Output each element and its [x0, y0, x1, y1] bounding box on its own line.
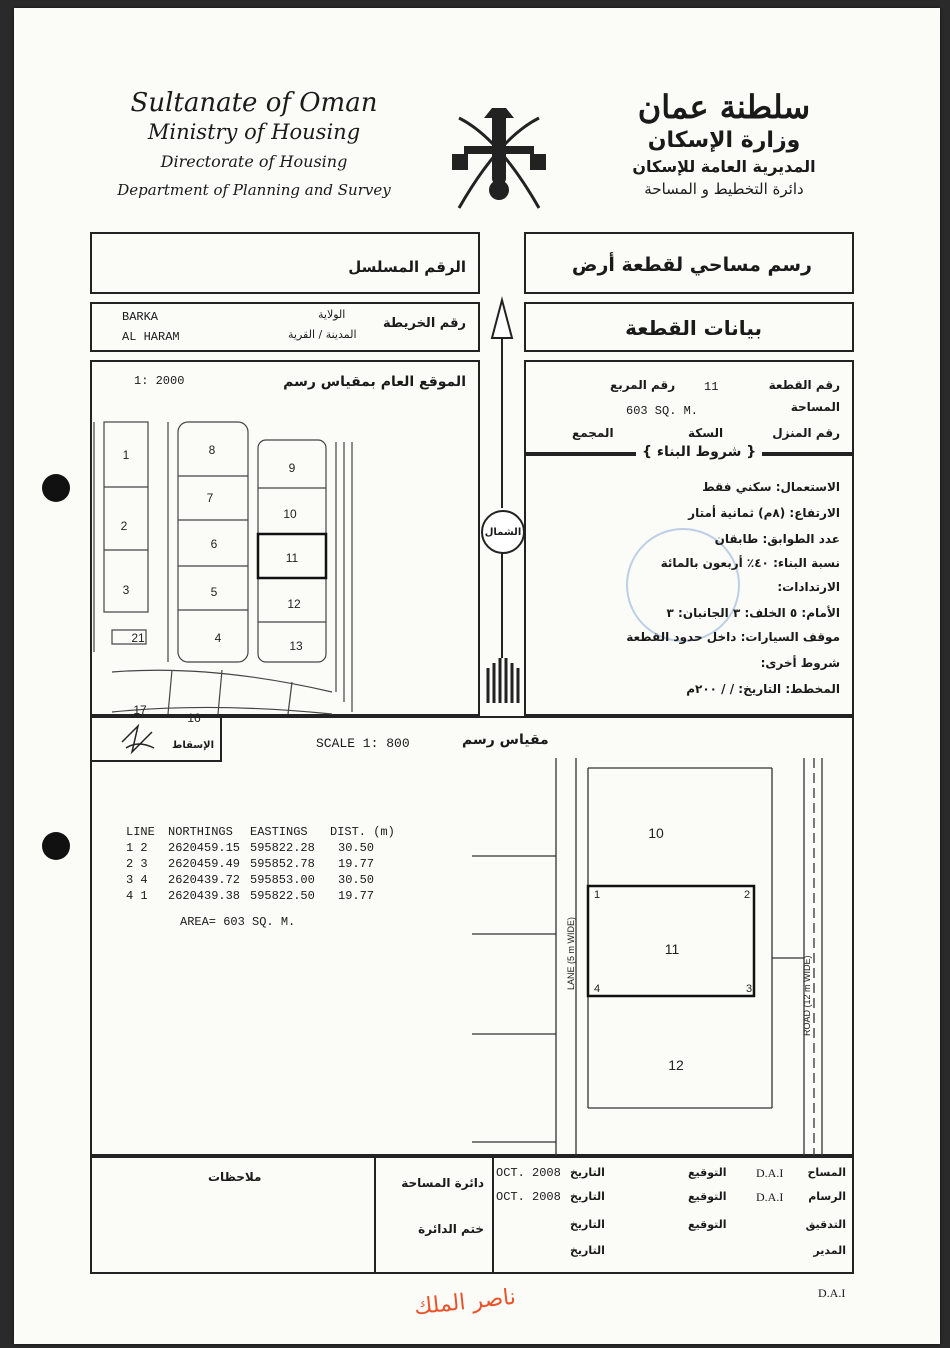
department-stamp: ختم الدائرة: [418, 1222, 484, 1236]
map-plot-number: 12: [287, 597, 301, 611]
coord-cell: 1 2: [126, 841, 148, 855]
village-label: المدينة / القرية: [288, 328, 357, 341]
condition-line: موقف السيارات: داخل حدود القطعة: [626, 630, 840, 644]
lane-label: LANE (5 m WIDE): [566, 916, 576, 990]
village-value: AL HARAM: [122, 330, 180, 344]
coord-col-header: EASTINGS: [250, 825, 308, 839]
header-line: Directorate of Housing: [160, 152, 348, 171]
location-box: [90, 302, 480, 352]
north-arrow-icon: [480, 298, 524, 708]
map-plot-number: 4: [214, 631, 222, 645]
plot-number-label: رقم القطعة: [768, 378, 840, 392]
coord-cell: 595822.50: [250, 889, 315, 903]
coord-cell: 3 4: [126, 873, 148, 887]
detail-plot-number: 12: [668, 1057, 684, 1073]
projection-label: الإسقاط: [171, 740, 214, 751]
header-line: المديرية العامة للإسكان: [632, 157, 816, 176]
wilaya-value: BARKA: [122, 310, 159, 324]
map-plot-number: 11: [285, 551, 299, 565]
house-number-label: رقم المنزل: [772, 426, 840, 440]
document-title-box: [524, 232, 854, 294]
area-label: المساحة: [790, 400, 840, 414]
map-plot-number: 16: [187, 711, 201, 725]
signature-name: D.A.I: [756, 1166, 784, 1180]
coord-cell: 19.77: [338, 889, 375, 903]
signature-date: OCT. 2008: [496, 1166, 561, 1180]
map-plot-number: 13: [289, 639, 303, 653]
plot-data-title: بيانات القطعة: [625, 316, 762, 340]
national-emblem-icon: [444, 98, 554, 218]
coord-cell: 2620439.72: [168, 873, 241, 887]
map-number-label: رقم الخريطة: [383, 316, 466, 331]
north-badge: [481, 510, 525, 554]
corner-code: D.A.I: [818, 1286, 846, 1300]
corner-number: 2: [744, 889, 751, 901]
general-map-drawing: [92, 402, 478, 725]
coord-cell: 19.77: [338, 857, 375, 871]
punch-hole: [42, 474, 70, 502]
condition-line: الارتدادات:: [777, 580, 840, 594]
table-row: [126, 872, 395, 888]
signature-sign-label: التوقيع: [688, 1190, 727, 1203]
signature-row: [494, 1164, 850, 1184]
map-plot-number: 6: [210, 537, 218, 551]
coordinate-header: [126, 824, 395, 840]
building-conditions-title: { شروط البناء }: [636, 444, 762, 460]
projection-scribble-icon: [118, 722, 158, 756]
scale-value: SCALE 1: 800: [316, 736, 410, 751]
general-location-map: [90, 360, 480, 725]
coord-cell: 2620459.49: [168, 857, 241, 871]
area-value: 603 SQ. M.: [626, 404, 699, 418]
plot-detail-drawing: [472, 758, 856, 1158]
coord-cell: 2620459.15: [168, 841, 241, 855]
condition-line: الاستعمال: سكني فقط: [702, 480, 840, 494]
signature-role: الرسام: [808, 1190, 846, 1203]
coord-cell: 30.50: [338, 841, 375, 855]
table-row: [126, 888, 395, 904]
plot-data-box: [524, 360, 854, 454]
coordinate-table: [126, 824, 395, 930]
document-title: رسم مساحي لقطعة أرض: [571, 254, 812, 276]
signature-sign-label: التوقيع: [688, 1166, 727, 1179]
condition-line: الأمام: ٥ الخلف: ٣ الجانبان: ٣: [666, 606, 840, 620]
condition-line: نسبة البناء: ٤٠٪ أربعون بالمائة: [660, 556, 840, 570]
coord-cell: 595852.78: [250, 857, 315, 871]
map-plot-number: 7: [206, 491, 214, 505]
signature-row: [494, 1242, 850, 1262]
road-label: ROAD (12 m WIDE): [802, 955, 812, 1036]
coord-cell: 2 3: [126, 857, 148, 871]
coord-cell: 2620439.38: [168, 889, 241, 903]
signature-role: المساح: [807, 1166, 846, 1179]
header-line: Ministry of Housing: [147, 120, 361, 144]
signature-rows: [494, 1158, 850, 1272]
detail-plot-number: 10: [648, 825, 664, 841]
projection-box: [92, 718, 222, 762]
survey-department: دائرة المساحة: [401, 1176, 484, 1190]
map-plot-number: 8: [208, 443, 216, 457]
header-english: [104, 88, 404, 199]
general-map-label: الموقع العام بمقياس رسم: [283, 374, 466, 390]
table-row: [126, 840, 395, 856]
coord-cell: 30.50: [338, 873, 375, 887]
signature-sign-label: التوقيع: [688, 1218, 727, 1231]
document-page: [14, 8, 940, 1344]
complex-label: المجمع: [572, 426, 614, 440]
general-map-scale: 1: 2000: [134, 374, 185, 388]
coord-col-header: DIST. (m): [330, 825, 395, 839]
signature-date-label: التاريخ: [570, 1190, 605, 1203]
signature-role: المدير: [813, 1244, 846, 1257]
condition-line: المخطط: التاريخ: / / ٢٠٠م: [686, 682, 840, 696]
corner-number: 1: [594, 889, 601, 901]
footer-box: [90, 1156, 854, 1274]
remarks-label: ملاحظات: [208, 1170, 262, 1184]
signature-date: OCT. 2008: [496, 1190, 561, 1204]
map-plot-number: 17: [133, 703, 147, 717]
coord-cell: 595822.28: [250, 841, 315, 855]
corner-number: 3: [746, 983, 753, 995]
signature-row: [494, 1216, 850, 1236]
detail-plot-number: 11: [664, 941, 680, 957]
signature-name: D.A.I: [756, 1190, 784, 1204]
street-label: السكة: [688, 426, 724, 440]
header-line: وزارة الإسكان: [647, 128, 801, 153]
map-plot-number: 1: [122, 448, 130, 462]
condition-line: عدد الطوابق: طابقان: [714, 532, 840, 546]
header-line: دائرة التخطيط و المساحة: [644, 180, 804, 198]
plot-drawing-area: [90, 716, 854, 1156]
condition-line: شروط أخرى:: [760, 656, 840, 670]
square-number-label: رقم المربع: [610, 378, 676, 392]
map-plot-number: 2: [120, 519, 128, 533]
serial-number-box: [90, 232, 480, 294]
serial-number-label: الرقم المسلسل: [348, 258, 466, 276]
signature-date-label: التاريخ: [570, 1218, 605, 1231]
map-plot-number: 10: [283, 507, 297, 521]
coord-cell: 595853.00: [250, 873, 315, 887]
wilaya-label: الولاية: [318, 308, 346, 321]
corner-number: 4: [594, 983, 601, 995]
plot-number-value: 11: [704, 380, 719, 394]
handwritten-note: ناصر الملك: [412, 1284, 518, 1321]
punch-hole: [42, 832, 70, 860]
signature-date-label: التاريخ: [570, 1244, 605, 1257]
map-plot-number: 21: [131, 631, 145, 645]
coord-col-header: LINE: [126, 825, 155, 839]
north-label: الشمال: [484, 526, 522, 538]
header-line: سلطنة عمان: [637, 88, 811, 126]
coord-col-header: NORTHINGS: [168, 825, 233, 839]
plot-data-title-box: [524, 302, 854, 352]
signature-role: التدقيق: [805, 1218, 846, 1231]
stamp-cell: [374, 1158, 494, 1272]
total-area: AREA= 603 SQ. M.: [180, 915, 296, 929]
scale-label: مقياس رسم: [462, 732, 549, 748]
map-plot-number: 5: [210, 585, 218, 599]
building-conditions-box: [524, 444, 854, 716]
signature-date-label: التاريخ: [570, 1166, 605, 1179]
map-plot-number: 9: [288, 461, 296, 475]
map-plot-number: 3: [122, 583, 130, 597]
condition-line: الارتفاع: (٨م) ثمانية أمتار: [688, 506, 840, 520]
coord-cell: 4 1: [126, 889, 148, 903]
table-row: [126, 856, 395, 872]
header-line: Sultanate of Oman: [130, 88, 378, 118]
header-arabic: [594, 88, 854, 198]
header-line: Department of Planning and Survey: [117, 181, 391, 199]
signature-row: [494, 1188, 850, 1208]
